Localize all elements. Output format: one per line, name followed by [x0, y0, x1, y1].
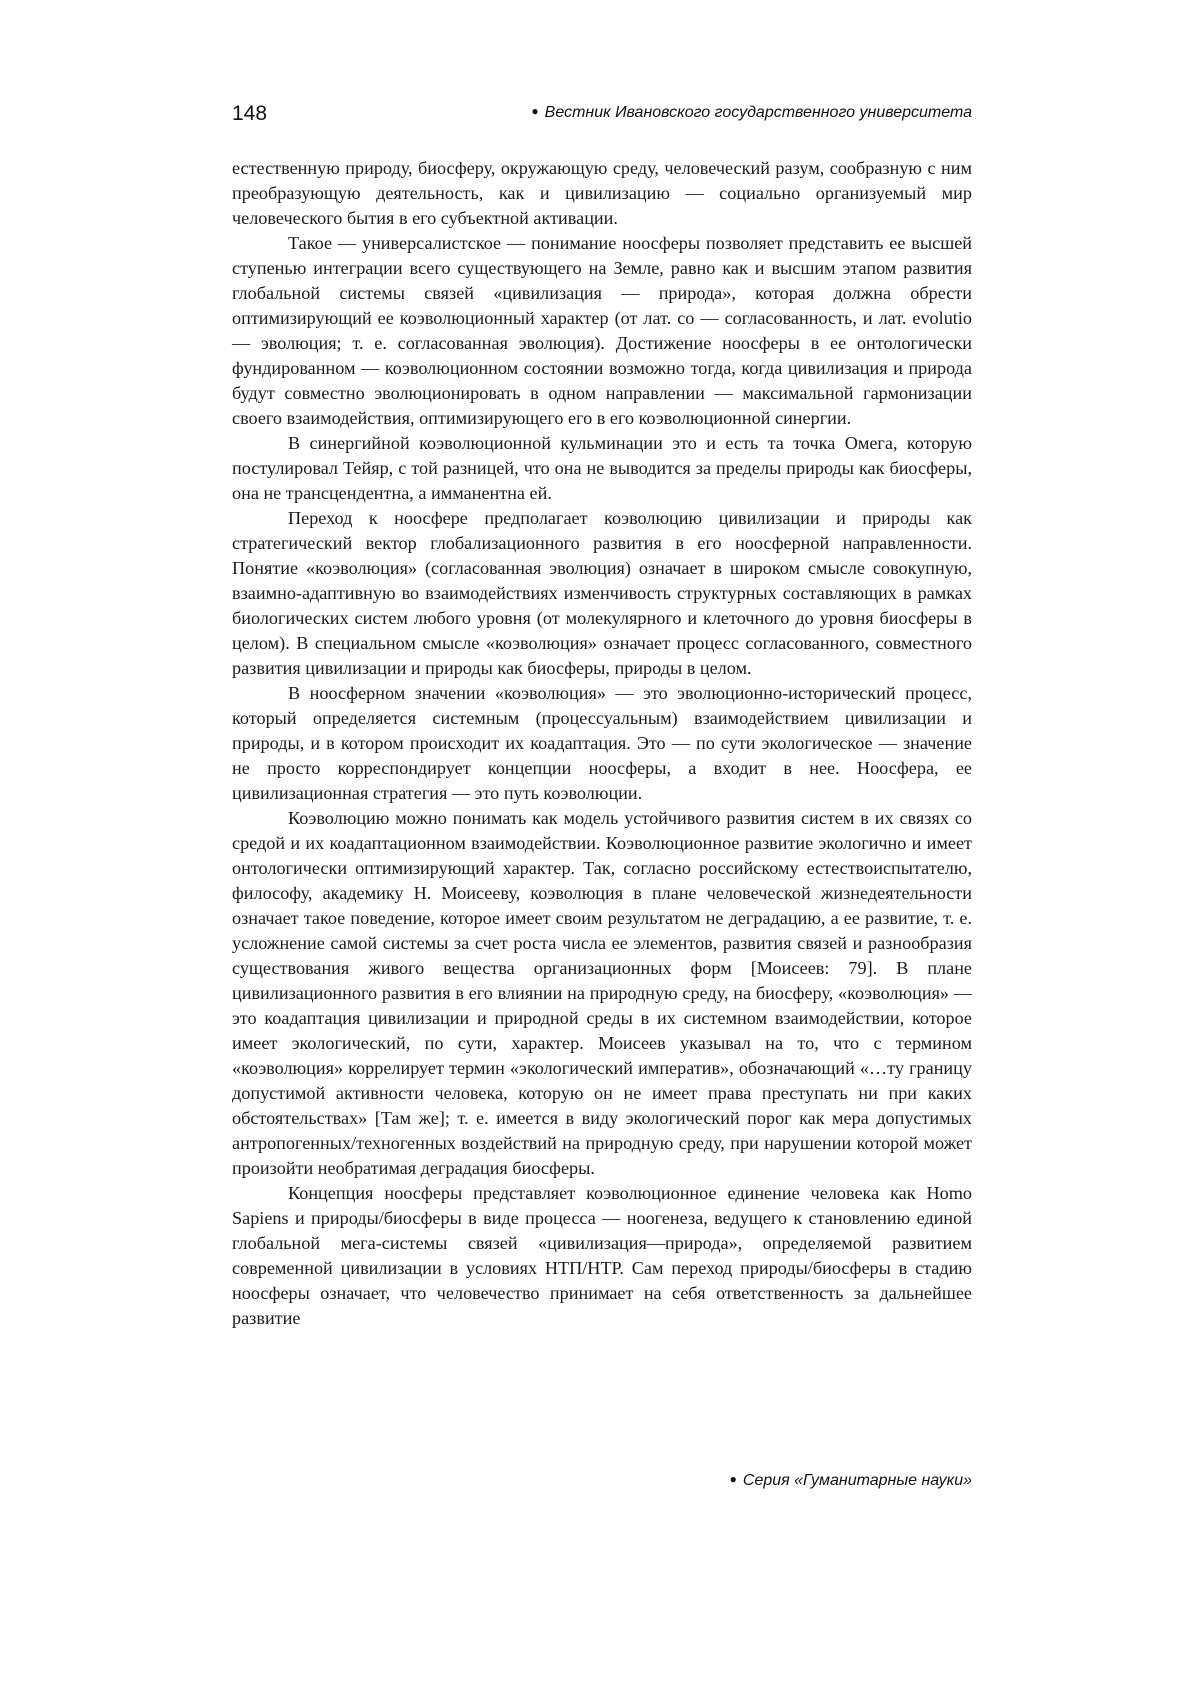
bullet-icon: ●	[531, 104, 539, 118]
journal-title	[531, 104, 972, 122]
journal-title-text: Вестник Ивановского государственного университета	[544, 104, 972, 121]
paragraph: Коэволюцию можно понимать как модель устойчивого развития систем в их связях со средой и их коадаптационном взаимодействии. Коэволюционное развитие экологично и имеет онтологически оптимизирующий характер. Так, согласно российскому естествоиспытателю, философу, академику Н. Моисееву, коэволюция в плане человеческой жизнедеятельности означает такое поведение, которое имеет своим результатом не деградацию, а ее развитие, т. е. усложнение самой системы за счет роста числа ее элементов, развития связей и разнообразия существования живого вещества организационных форм [Моисеев: 79]. В плане цивилизационного развития в его влиянии на природную среду, на биосферу, «коэволюция» — это коадаптация цивилизации и природной среды в их системном взаимодействии, которое имеет экологический, по сути, характер. Моисеев указывал на то, что с термином «коэволюция» коррелирует термин «экологический императив», обозначающий «…ту границу допустимой активности человека, которую он не имеет права преступать ни при каких обстоятельствах» [Там же]; т. е. имеется в виду экологический порог как мера допустимых антропогенных/техногенных воздействий на природную среду, при нарушении которой может произойти необратимая деградация биосферы.	[232, 808, 972, 1178]
page-number: 148	[232, 102, 268, 125]
page-footer	[730, 1472, 972, 1490]
paragraph: Концепция ноосферы представляет коэволюционное единение человека как Homo Sapiens и природы/биосферы в виде процесса — ноогенеза, ведущего к становлению единой глобальной мега-системы связей «цивилизация—природа», определяемой развитием современной цивилизации в условиях НТП/НТР. Сам переход природы/биосферы в стадию ноосферы означает, что человечество принимает на себя ответственность за дальнейшее развитие	[232, 1183, 972, 1328]
page-header	[232, 96, 972, 126]
paragraph: Переход к ноосфере предполагает коэволюцию цивилизации и природы как стратегический вектор глобализационного развития в его ноосферной направленности. Понятие «коэволюция» (согласованная эволюция) означает в широком смысле совокупную, взаимно-адаптивную во взаимодействиях изменчивость структурных составляющих в рамках биологических систем любого уровня (от молекулярного и клеточного до уровня биосферы в целом). В специальном смысле «коэволюция» означает процесс согласованного, совместного развития цивилизации и природы как биосферы, природы в целом.	[232, 508, 972, 678]
article-body	[232, 156, 972, 1331]
paragraph: В синергийной коэволюционной кульминации это и есть та точка Омега, которую постулировал Тейяр, с той разницей, что она не выводится за пределы природы как биосферы, она не трансцендентна, а имманентна ей.	[232, 433, 972, 503]
paragraph: естественную природу, биосферу, окружающую среду, человеческий разум, сообразную с ним преобразующую деятельность, как и цивилизацию — социально организуемый мир человеческого бытия в его субъектной активации.	[232, 158, 972, 228]
paragraph: Такое — универсалистское — понимание ноосферы позволяет представить ее высшей ступенью интеграции всего существующего на Земле, равно как и высшим этапом развития глобальной системы связей «цивилизация — природа», которая должна обрести оптимизирующий ее коэволюционный характер (от лат. co — согласованность, и лат. evolutio — эволюция; т. е. согласованная эволюция). Достижение ноосферы в ее онтологически фундированном — коэволюционном состоянии возможно тогда, когда цивилизация и природа будут совместно эволюционировать в одном направлении — максимальной гармонизации своего взаимодействия, оптимизирующего его в его коэволюционной синергии.	[232, 233, 972, 428]
series-title: Серия «Гуманитарные науки»	[742, 1472, 972, 1489]
paragraph: В ноосферном значении «коэволюция» — это эволюционно-исторический процесс, который определяется системным (процессуальным) взаимодействием цивилизации и природы, и в котором происходит их коадаптация. Это — по сути экологическое — значение не просто корреспондирует концепции ноосферы, а входит в нее. Ноосфера, ее цивилизационная стратегия — это путь коэволюции.	[232, 683, 972, 803]
bullet-icon: ●	[729, 1472, 737, 1486]
